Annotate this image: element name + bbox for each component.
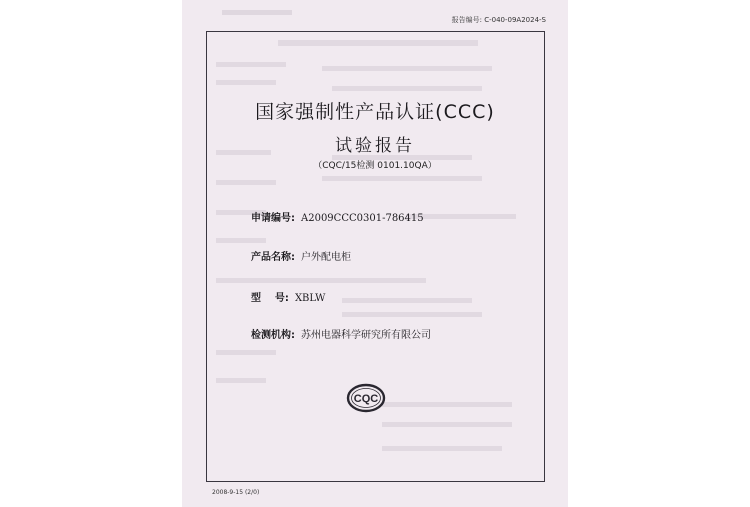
document-subtitle: 试验报告	[335, 136, 415, 156]
product-name-label: 产品名称:	[251, 252, 295, 263]
application-number-value: A2009CCC0301-786415	[301, 213, 424, 224]
product-name-field	[251, 248, 351, 263]
certificate-page	[182, 0, 568, 507]
model-value: XBLW	[294, 293, 326, 304]
document-code: （CQC/15检测 0101.10QA）	[313, 161, 437, 171]
cqc-logo-text: CQC	[353, 393, 379, 405]
model-field	[251, 289, 325, 304]
testing-organization-value: 苏州电器科学研究所有限公司	[301, 330, 431, 341]
footer-date: 2008-9-15 (2/0)	[212, 489, 260, 496]
model-label: 型 号:	[251, 293, 289, 304]
testing-organization-field	[251, 326, 431, 341]
document-title: 国家强制性产品认证(CCC)	[255, 101, 495, 123]
product-name-value: 户外配电柜	[301, 252, 351, 263]
testing-organization-label: 检测机构:	[251, 330, 295, 341]
application-number-field	[251, 209, 424, 224]
cqc-logo-icon	[346, 383, 386, 413]
report-number: 报告编号: C-040-09A2024-S	[451, 16, 546, 24]
application-number-label: 申请编号:	[251, 213, 295, 224]
